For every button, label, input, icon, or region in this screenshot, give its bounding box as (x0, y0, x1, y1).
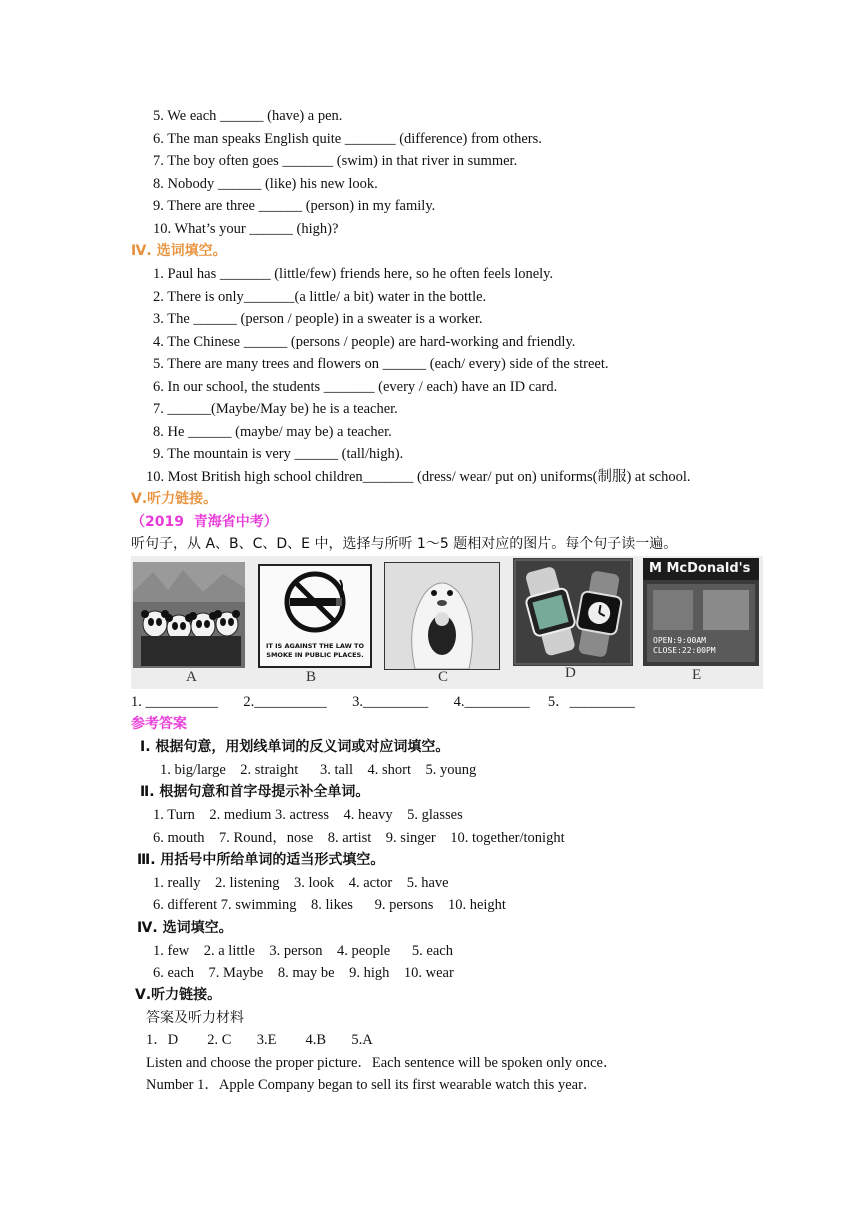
picture-label: E (692, 667, 702, 683)
answers-line: 6. each 7. Maybe 8. may be 9. high 10. wear (153, 965, 454, 981)
exercise-item: 4. The Chinese ______ (persons / people) are hard-working and friendly. (153, 334, 576, 350)
picture-label: A (186, 669, 197, 685)
exercise-item: 8. Nobody ______ (like) his new look. (153, 176, 378, 192)
exercise-item: 6. In our school, the students _______ (every / each) have an ID card. (153, 379, 558, 395)
exercise-item: 7. ______(Maybe/May be) he is a teacher. (153, 401, 398, 417)
hours-close: CLOSE:22:00PM (653, 646, 716, 655)
hours-open: OPEN:9:00AM (653, 636, 706, 645)
answers-section-title: Ⅳ. 选词填空。 (137, 920, 233, 936)
exercise-item: 10. What’s your ______ (high)? (153, 221, 339, 237)
picture-strip (131, 556, 763, 689)
snow-monster-icon (384, 562, 500, 670)
instruction: 听句子，从 A、B、C、D、E 中，选择与所听 1～5 题相对应的图片。每个句子读一遍。 (131, 536, 678, 552)
listening-text: Number 1．Apple Company began to sell its first wearable watch this year． (146, 1077, 598, 1093)
store-hours (653, 636, 716, 656)
mcdonalds-store-icon (643, 558, 759, 666)
answers-line: 1. Turn 2. medium 3. actress 4. heavy 5. glasses (153, 807, 463, 823)
answers-section-title: Ⅴ.听力链接。 (135, 987, 222, 1003)
smart-watch-icon (513, 558, 633, 666)
exercise-item: 5. We each ______ (have) a pen. (153, 108, 343, 124)
exercise-item: 2. There is only_______(a little/ a bit) water in the bottle. (153, 289, 487, 305)
answers-title: 参考答案 (131, 716, 187, 732)
no-smoking-sign-icon (258, 564, 372, 668)
exercise-item: 10. Most British high school children_______ (dress/ wear/ put on) uniforms(制服) at school. (146, 469, 691, 485)
answers-line: 6. different 7. swimming 8. likes 9. persons 10. height (153, 897, 506, 913)
picture-label: B (306, 669, 317, 685)
listening-text: Listen and choose the proper picture．Each sentence will be spoken only once． (146, 1055, 618, 1071)
exercise-item: 7. The boy often goes _______ (swim) in that river in summer. (153, 153, 518, 169)
picture-label: C (438, 669, 449, 685)
answers-section-title: Ⅱ. 根据句意和首字母提示补全单词。 (140, 784, 370, 800)
exercise-item: 9. There are three ______ (person) in my family. (153, 198, 436, 214)
answers-line: 1. few 2. a little 3. person 4. people 5. each (153, 943, 453, 959)
answers-line: 1．D 2. C 3.E 4.B 5.A (146, 1032, 373, 1048)
answers-line: 6. mouth 7. Round，nose 8. artist 9. singer 10. together/tonight (153, 830, 565, 846)
answers-line: 1. big/large 2. straight 3. tall 4. short 5. young (160, 762, 477, 778)
exercise-item: 3. The ______ (person / people) in a sweater is a worker. (153, 311, 483, 327)
answers-section-title: Ⅰ. 根据句意，用划线单词的反义词或对应词填空。 (140, 739, 450, 755)
exam-source: （2019 青海省中考） (131, 514, 278, 530)
answers-subtitle: 答案及听力材料 (146, 1010, 244, 1026)
brand-name: M McDonald's (649, 561, 751, 576)
sign-text: IT IS AGAINST THE LAW TO SMOKE IN PUBLIC PLACES. (266, 642, 364, 659)
exercise-item: 6. The man speaks English quite _______ (difference) from others. (153, 131, 542, 147)
panda-photo-icon (133, 562, 245, 668)
exercise-item: 1. Paul has _______ (little/few) friends here, so he often feels lonely. (153, 266, 554, 282)
exercise-item: 8. He ______ (maybe/ may be) a teacher. (153, 424, 392, 440)
brand-text: McDonald's (666, 561, 751, 576)
answer-blanks: 1. __________ 2.__________ 3._________ 4._________ 5．_________ (131, 694, 635, 710)
answers-line: 1. really 2. listening 3. look 4. actor 5. have (153, 875, 449, 891)
exercise-item: 9. The mountain is very ______ (tall/high). (153, 446, 404, 462)
section-title: Ⅴ.听力链接。 (131, 491, 218, 507)
answers-section-title: Ⅲ. 用括号中所给单词的适当形式填空。 (137, 852, 385, 868)
section-title: Ⅳ. 选词填空。 (131, 243, 227, 259)
exercise-item: 5. There are many trees and flowers on ______ (each/ every) side of the street. (153, 356, 609, 372)
picture-label: D (565, 665, 576, 681)
